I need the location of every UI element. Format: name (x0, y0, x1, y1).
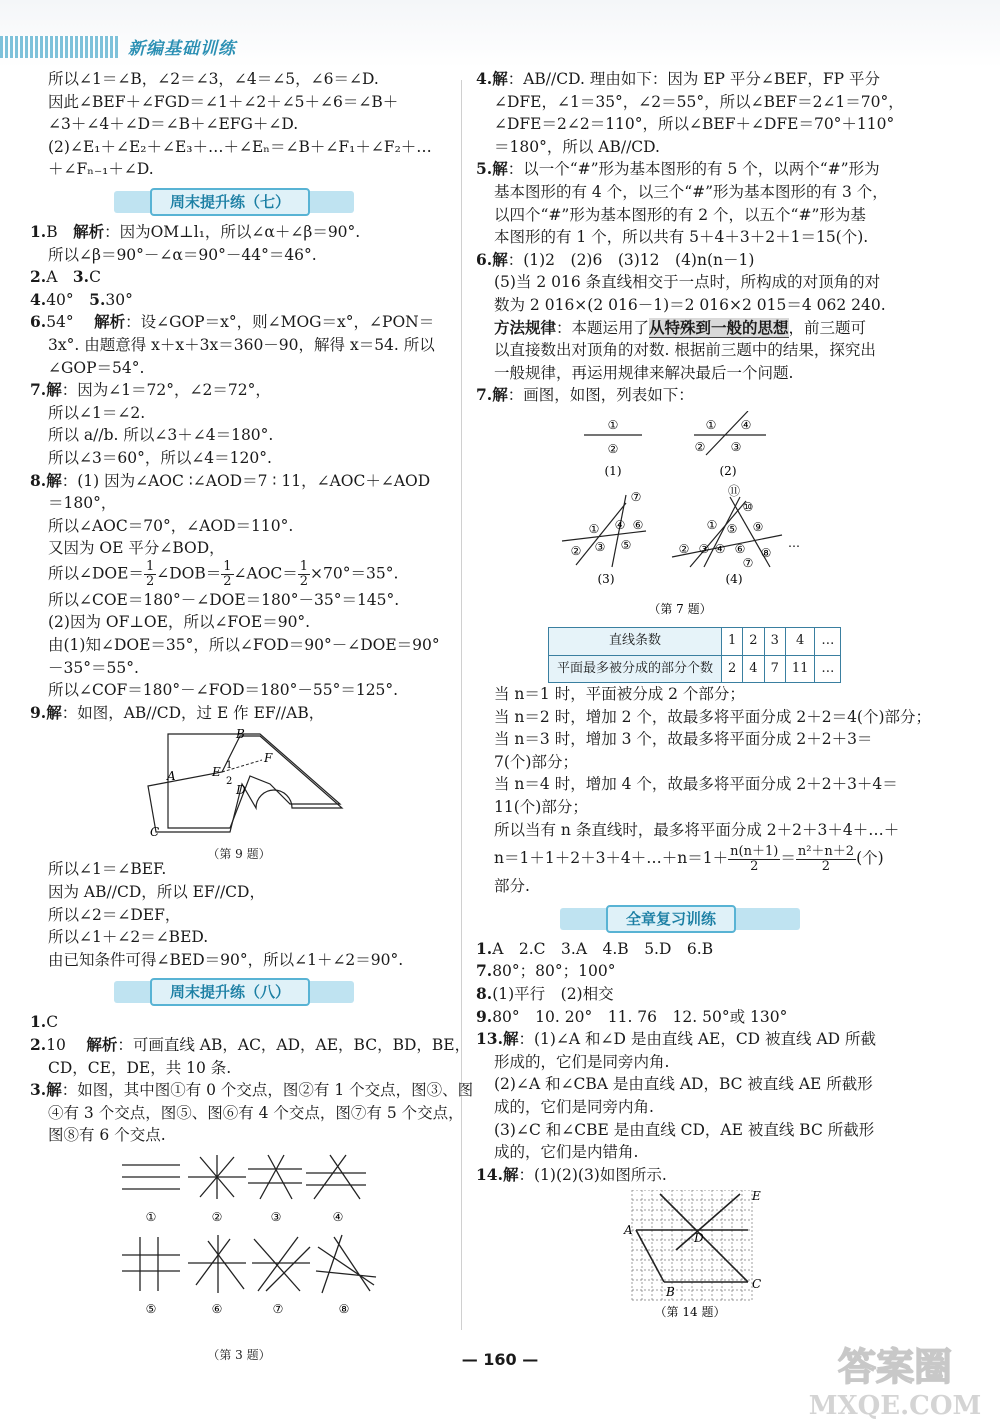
q8-continued (30, 589, 448, 702)
keyword: 解 (492, 159, 508, 179)
answer-line (476, 983, 896, 1006)
answer-text: 10 (46, 1036, 87, 1054)
answer-text: 所以∠1＝∠2. (48, 403, 146, 422)
fig7-region-1c: ① (588, 521, 600, 536)
question-number: 5. (89, 289, 106, 309)
fig9-label-a: A (167, 769, 176, 784)
fraction (298, 560, 310, 589)
answer-continuation (476, 1073, 896, 1096)
answer-continuation (476, 271, 896, 294)
question-number: 9. (476, 1006, 493, 1026)
fig7-region-3: ③ (730, 439, 742, 454)
answer-line (30, 266, 448, 289)
fig7-region-1b: ① (705, 417, 717, 432)
keyword: 解 (492, 385, 508, 405)
text-line: 以直接数出对顶角的对数. 根据前三题中的结果，探究出 (494, 341, 876, 360)
fraction-den: 2 (821, 858, 831, 874)
answer-continuation (30, 402, 448, 425)
answer-text: ∠DFE，∠1＝35°，∠2＝55°，所以∠BEF＝2∠1＝70°， (494, 92, 904, 111)
text-line: 当 n＝2 时，增加 2 个，故最多将平面分成 2＋2＝4(个)部分； (494, 707, 932, 726)
question-number: 7. (476, 961, 493, 981)
fig7-region-11: ⑪ (727, 483, 741, 498)
answer-continuation (30, 244, 448, 267)
fraction-num: n(n＋1) (730, 843, 779, 859)
answer-text: ：(1) 因为∠AOC ∶∠AOD＝7 ∶ 11，∠AOC＋∠AOD (61, 471, 431, 490)
text: ∠DOB＝ (156, 564, 222, 583)
fig9-label-1: 1 (226, 760, 233, 772)
fig7-region-2: ② (607, 441, 619, 456)
answer-text: 图⑧有 6 个交点. (48, 1126, 166, 1145)
method-line (476, 317, 896, 340)
keyword: 解 (46, 1080, 62, 1100)
answer-text: 所以∠β＝90°－∠α＝90°－44°＝46°. (48, 245, 317, 264)
text-line: ∠3＋∠4＋∠D＝∠B＋∠EFG＋∠D. (48, 115, 299, 134)
q9-continued (30, 858, 448, 971)
answer-line (476, 249, 896, 272)
table-cell: 11 (785, 655, 815, 683)
answer-line (30, 379, 448, 402)
text-line: 11(个)部分； (494, 798, 588, 817)
text-line: 当 n＝1 时，平面被分成 2 个部分； (494, 685, 745, 704)
text-line: 因为 AB//CD，所以 EF//CD， (48, 883, 265, 902)
question-number: 3. (72, 267, 90, 287)
answer-text: (5)当 2 016 条直线相交于一点时，所构成的对顶角的对 (494, 273, 881, 292)
question-number: 4. (30, 289, 47, 309)
fig14-label-d: D (694, 1231, 704, 1246)
keyword: 解 (46, 470, 62, 490)
keyword: 解析 (86, 1035, 118, 1054)
question-number: 9. (30, 702, 47, 722)
section-8-answers (30, 1011, 474, 1147)
answer-line (30, 1079, 474, 1102)
answer-text: ：AB//CD. 理由如下：因为 EP 平分∠BEF，FP 平分 (507, 70, 880, 88)
right-column (476, 68, 932, 1324)
fraction-num: 1 (299, 558, 309, 574)
answer-line (30, 289, 448, 312)
method-text: ，前三题可 (788, 318, 867, 337)
answer-line (476, 1028, 896, 1051)
fig3-label-1: ① (145, 1209, 157, 1224)
question-number: 7. (476, 385, 493, 405)
answer-text: ④有 3 个交点，图⑤、图⑥有 4 个交点，图⑦有 5 个交点， (48, 1103, 464, 1122)
section-title: 周末提升练（八） (150, 978, 310, 1006)
answer-line (30, 702, 448, 725)
table-row (549, 627, 841, 655)
figure-7 (476, 411, 896, 623)
question-number: 6. (476, 249, 493, 269)
fig7-region-5: ⑤ (620, 537, 632, 552)
section-header-8 (30, 977, 448, 1007)
answer-line (30, 470, 448, 493)
fig9-label-f: F (264, 751, 273, 766)
answer-line (476, 158, 896, 181)
answer-continuation (30, 515, 448, 538)
table-row (549, 655, 841, 683)
answer-continuation (476, 294, 896, 317)
answer-text: A (492, 939, 519, 958)
answer-line (30, 311, 448, 334)
fraction (796, 845, 856, 874)
fraction-den: 2 (223, 573, 232, 589)
fig7-region-4c: ④ (614, 517, 626, 532)
formula-text: (个) (856, 849, 884, 868)
fig7-sub-4: (4) (725, 571, 743, 586)
fig9-label-d: D (236, 783, 246, 798)
answer-continuation (476, 181, 896, 204)
answer-line (476, 1006, 896, 1029)
fig3-label-3: ③ (270, 1209, 282, 1224)
text-line: 由已知条件可得∠BED＝90°，所以∠1＋∠2＝90°. (48, 950, 404, 969)
answer-text: (3)∠C 和∠CBE 是由直线 CD，AE 被直线 BC 所截形 (494, 1120, 875, 1139)
keyword: 解 (46, 702, 62, 722)
text-line: 所以∠COE＝180°－∠DOE＝180°－35°＝145°. (48, 590, 400, 609)
fig7-region-5d: ⑤ (726, 521, 738, 536)
left-top-lines (30, 68, 448, 181)
fig7-sub-3: (3) (597, 571, 615, 586)
fig7-region-4d: ④ (714, 541, 726, 556)
table-cell: … (815, 627, 841, 655)
fig7-sub-2: (2) (719, 463, 737, 478)
question-number: 2. (30, 1035, 47, 1054)
text-line: 当 n＝4 时，增加 4 个，故最多将平面分成 2＋2＋3＋4＝ (494, 775, 898, 794)
question-number: 1. (30, 1012, 47, 1032)
keyword: 解 (46, 380, 62, 400)
fig7-region-4: ④ (740, 417, 752, 432)
table-cell: … (815, 655, 841, 683)
answer-continuation (30, 447, 448, 470)
answer-line: 部分. (494, 877, 530, 896)
fig9-label-2: 2 (226, 776, 233, 788)
fig7-region-2d: ② (678, 541, 690, 556)
method-highlight: 从特殊到一般的思想 (649, 317, 789, 337)
answer-continuation (30, 492, 448, 515)
lines-regions-table (548, 627, 841, 683)
fraction-den: 2 (145, 573, 155, 589)
answer-line (30, 1034, 471, 1057)
answer-text: 形成的，它们是同旁内角. (494, 1052, 670, 1071)
header-stripes (0, 36, 120, 58)
answer-text: ：因为OM⊥l₁，所以∠α＋∠β＝90°. (104, 222, 361, 241)
answer-continuation (30, 1057, 448, 1080)
answer-text: ：(1)∠A 和∠D 是由直线 AE，CD 被直线 AD 所截 (518, 1030, 877, 1049)
answer-text: (1)平行 (2)相交 (492, 985, 614, 1004)
table-cell: 3 (764, 627, 785, 655)
answer-continuation (476, 1141, 896, 1164)
keyword: 解析 (73, 221, 105, 241)
keyword: 解 (492, 249, 508, 269)
table-cell: 4 (743, 655, 764, 683)
section-title: 全章复习训练 (606, 905, 736, 933)
method-text: ：本题运用了 (556, 318, 650, 337)
question-number: 3. (30, 1080, 47, 1100)
text-line: 所以∠1＋∠2＝∠BED. (48, 928, 209, 947)
answer-continuation (30, 537, 448, 560)
fraction (144, 560, 156, 589)
answer-text: 80°；80°；100° (492, 962, 616, 981)
fig3-label-2: ② (211, 1209, 223, 1224)
answer-continuation (476, 91, 904, 114)
fig7-region-3c: ③ (594, 539, 606, 554)
fig3-label-4: ④ (332, 1209, 344, 1224)
answer-text: ：(1)(2)(3)如图所示. (518, 1165, 667, 1184)
fig7-region-2b: ② (694, 439, 706, 454)
keyword: 解析 (94, 312, 126, 332)
table-cell: 直线条数 (549, 627, 722, 655)
fig3-label-6: ⑥ (211, 1301, 223, 1316)
figure-7-caption: （第 7 题） (648, 601, 712, 616)
section-title: 周末提升练（七） (150, 188, 310, 216)
question-number: 8. (476, 984, 493, 1004)
answer-text: 以四个“#”形为基本图形的有 2 个，以五个“#”形为基 (494, 205, 866, 224)
answer-line (476, 960, 896, 983)
answer-continuation (30, 357, 448, 380)
fraction (728, 845, 780, 874)
figure-14-caption: （第 14 题） (654, 1305, 726, 1320)
fig9-label-c: C (150, 825, 160, 837)
question-number: 7. (30, 380, 47, 400)
fig14-label-a: A (624, 1223, 633, 1238)
answer-text: 30° (105, 290, 133, 309)
answer-text: 10. 20° 11. 76 12. 50°或 130° (535, 1007, 788, 1026)
fig3-label-8: ⑧ (338, 1301, 350, 1316)
table-cell: 1 (722, 627, 743, 655)
question-number: 14. (476, 1164, 503, 1184)
answer-text: 所以 a//b. 所以∠3＋∠4＝180°. (48, 426, 274, 445)
fig14-label-e: E (752, 1190, 761, 1204)
page-number: — 160 — (461, 1350, 539, 1369)
figure-3-drawing (30, 1151, 448, 1351)
fig7-region-1: ① (607, 417, 619, 432)
answer-line (476, 68, 896, 91)
fig7-region-8: ⑧ (760, 545, 772, 560)
answer-continuation (476, 113, 896, 136)
answer-text: 成的，它们是内错角. (494, 1143, 639, 1162)
table-cell: 4 (785, 627, 815, 655)
answer-text: ：因为∠1＝72°，∠2＝72°， (61, 381, 271, 400)
figure-14 (476, 1190, 896, 1320)
answer-text: 2.C 3.A 4.B 5.D 6.B (518, 939, 714, 958)
answer-text: ：如图，AB//CD，过 E 作 EF//AB， (61, 703, 325, 722)
formula-text: n＝1＋1＋2＋3＋4＋…＋n＝1＋ (494, 849, 729, 868)
answer-text: 80° (492, 1007, 536, 1026)
question-number: 1. (30, 221, 47, 241)
left-column (30, 68, 474, 1375)
text-line: (2)∠E₁＋∠E₂＋∠E₃＋…＋∠Eₙ＝∠B＋∠F₁＋∠F₂＋… (48, 137, 432, 156)
answer-text: C (89, 268, 101, 287)
question-number: 1. (476, 938, 493, 958)
answer-text: A (46, 268, 73, 287)
answer-line (476, 938, 896, 961)
answer-text: ∠DFE＝2∠2＝110°，所以∠BEF＋∠DFE＝70°＋110° (494, 115, 895, 134)
text-line: 由(1)知∠DOE＝35°，所以∠FOD＝90°－∠DOE＝90° (48, 636, 440, 655)
fraction-num: 1 (223, 558, 232, 574)
keyword: 解 (492, 69, 508, 88)
table-cell: 7 (764, 655, 785, 683)
fig7-region-9: ⑨ (752, 519, 764, 534)
text-line: (2)因为 OF⊥OE，所以∠FOE＝90°. (48, 613, 311, 632)
text-line: 所以∠1＝∠B，∠2＝∠3，∠4＝∠5，∠6＝∠D. (48, 70, 379, 88)
answer-continuation (476, 1119, 896, 1142)
answer-text: ：可画直线 AB，AC，AD，AE，BC，BD，BE， (117, 1036, 471, 1054)
answer-text: 成的，它们是同旁内角. (494, 1098, 654, 1116)
text: ×70°＝35°. (310, 564, 399, 583)
column-divider (461, 80, 462, 1330)
answer-text: ∠GOP＝54°. (48, 358, 145, 377)
watermark-url: MXQE.COM (808, 1391, 982, 1420)
answer-line (30, 1011, 448, 1034)
answer-text: 所以∠3＝60°，所以∠4＝120°. (48, 448, 272, 467)
fig14-label-b: B (666, 1285, 675, 1300)
keyword: 解 (502, 1029, 519, 1049)
fraction (221, 560, 233, 589)
fig9-label-e: E (212, 765, 221, 780)
fig7-region-7d: ⑦ (742, 555, 754, 570)
answer-text: 又因为 OE 平分∠BOD， (48, 539, 225, 558)
answer-text: ＝180°， (48, 494, 117, 513)
figure-7-drawing (476, 411, 896, 623)
keyword: 解 (502, 1164, 519, 1184)
answer-text: ：(1)2 (2)6 (3)12 (4)n(n－1) (507, 250, 755, 269)
answer-text: B (46, 222, 74, 241)
text: 所以∠DOE＝ (48, 564, 144, 583)
text-line: 所以∠COF＝180°－∠FOD＝180°－55°＝125°. (48, 681, 399, 700)
section-header-7 (30, 187, 448, 217)
watermark-text: 答案圈 (837, 1344, 953, 1389)
table-cell: 2 (722, 655, 743, 683)
answer-text: 基本图形的有 4 个，以三个“#”形为基本图形的有 3 个， (494, 182, 888, 201)
answer-continuation (476, 1096, 896, 1119)
answer-text: 数为 2 016×(2 016－1)＝2 016×2 015＝4 062 240. (494, 295, 886, 314)
answer-text: ：画图，如图，列表如下： (507, 386, 694, 405)
answer-continuation (476, 226, 896, 249)
question-number: 8. (30, 470, 47, 490)
text-line: ＋∠Fₙ₋₁＋∠D. (48, 160, 154, 179)
section-header-review (476, 904, 896, 934)
fraction-num: 1 (145, 558, 155, 574)
answer-text: ＝180°，所以 AB//CD. (494, 137, 660, 156)
answer-line-fraction (30, 560, 448, 589)
figure-9 (30, 728, 448, 862)
question-number: 6. (30, 312, 47, 332)
text-line: －35°＝55°. (48, 658, 139, 677)
figure-14-drawing (476, 1190, 896, 1320)
answer-text: (2)∠A 和∠CBA 是由直线 AD，BC 被直线 AE 所截形 (494, 1075, 873, 1094)
answer-continuation (476, 136, 896, 159)
fig7-region-7: ⑦ (630, 489, 642, 504)
fraction-num: n²＋n＋2 (797, 843, 855, 859)
figure-3 (30, 1151, 448, 1371)
fig7-region-2c: ② (570, 543, 582, 558)
fig7-region-6: ⑥ (632, 517, 644, 532)
text-line: 所以当有 n 条直线时，最多将平面分成 2＋2＋3＋4＋…＋ (494, 820, 900, 839)
answer-text: ：设∠GOP＝x°，则∠MOG＝x°，∠PON＝ (125, 313, 435, 332)
answer-line (476, 1164, 896, 1187)
text-line: 所以∠2＝∠DEF， (48, 905, 181, 924)
figure-9-drawing (30, 728, 448, 836)
review-answers (476, 938, 896, 1187)
formula-text: ＝ (780, 849, 796, 868)
right-answers-4-6 (476, 68, 904, 317)
text-line: 因此∠BEF＋∠FGD＝∠1＋∠2＋∠5＋∠6＝∠B＋ (48, 92, 399, 111)
question-number: 5. (476, 159, 493, 179)
answer-continuation (30, 334, 448, 357)
answer-continuation (30, 424, 448, 447)
answer-text: 40° (46, 290, 90, 309)
fig7-sub-1: (1) (604, 463, 622, 478)
answer-line (30, 221, 448, 244)
table-cell: 2 (743, 627, 764, 655)
answer-text: 所以∠AOC＝70°，∠AOD＝110°. (48, 516, 294, 535)
answer-text: ：如图，其中图①有 0 个交点，图②有 1 个交点，图③、图 (61, 1081, 474, 1100)
table-cell: 平面最多被分成的部分个数 (549, 655, 722, 683)
fig7-region-6d: ⑥ (734, 541, 746, 556)
fig3-label-7: ⑦ (272, 1301, 284, 1316)
text-line: 7(个)部分； (494, 752, 578, 771)
answer-text: 54° (46, 313, 95, 332)
question-number: 4. (476, 69, 493, 88)
fig3-label-5: ⑤ (145, 1301, 157, 1316)
text-line: 当 n＝3 时，增加 3 个，故最多将平面分成 2＋2＋3＝ (494, 730, 873, 749)
answer-continuation (476, 204, 896, 227)
fig7-region-10: ⑩ (742, 499, 754, 514)
method-rest (476, 339, 896, 384)
method-label: 方法规律 (494, 317, 557, 337)
answer-text: ：以一个“#”形为基本图形的有 5 个，以两个“#”形为 (507, 160, 880, 179)
figure-3-caption: （第 3 题） (207, 1347, 271, 1362)
answer-text: 本图形的有 1 个，所以共有 5＋4＋3＋2＋1＝15(个). (494, 228, 869, 247)
text: ∠AOC＝ (233, 564, 298, 583)
book-title: 新编基础训练 (128, 39, 236, 59)
answer-line (476, 384, 896, 407)
fig7-region-3d: ③ (698, 541, 710, 556)
answer-continuation (30, 1124, 448, 1147)
question-number: 13. (476, 1029, 503, 1049)
answer-continuation (476, 1051, 896, 1074)
answer-text: 3x°. 由题意得 x＋x＋3x＝360－90，解得 x＝54. 所以 (48, 335, 435, 354)
q7-continued (476, 683, 932, 841)
fraction-den: 2 (299, 573, 309, 589)
watermark-logo (800, 1336, 990, 1420)
answer-text: CD，CE，DE，共 10 条. (48, 1058, 232, 1077)
question-number: 2. (30, 267, 47, 287)
answer-continuation (30, 1102, 464, 1125)
formula-line (476, 841, 896, 875)
fig9-label-b: B (236, 728, 245, 742)
text-line: 所以∠1＝∠BEF. (48, 860, 167, 879)
fig7-region-1d: ① (706, 517, 718, 532)
fig7-more: … (788, 535, 800, 550)
figure-9-caption: （第 9 题） (207, 847, 271, 862)
fraction-den: 2 (750, 858, 759, 874)
answer-text: C (46, 1013, 59, 1032)
fig14-label-c: C (752, 1277, 762, 1292)
text-line: 一般规律，再运用规律来解决最后一个问题. (494, 363, 794, 382)
section-7-answers (30, 221, 448, 560)
